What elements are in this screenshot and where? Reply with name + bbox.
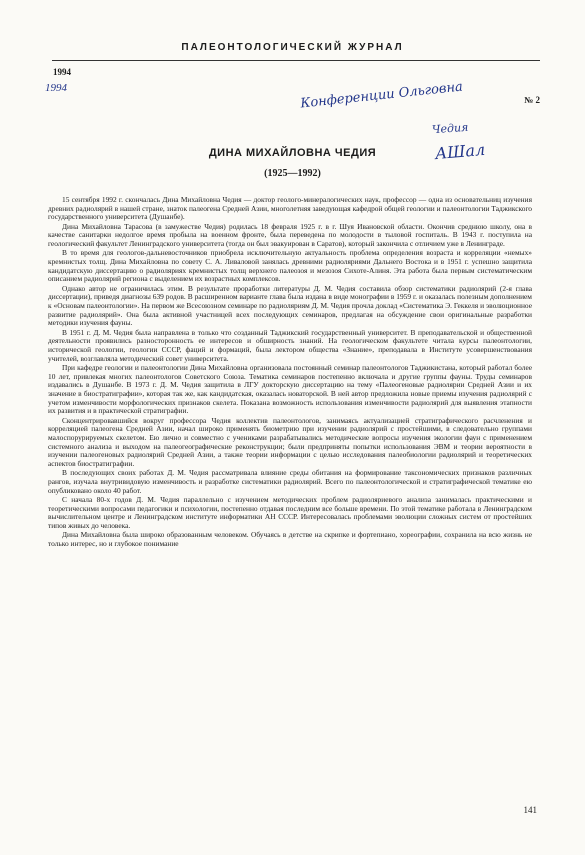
paragraph: В то время для геологов-дальневосточников приобрела исключительную актуальность проблема определения возраста и корреляции «немых» кремнистых толщ. Дина Михайловна по совету С. А. Ливаловой занялась древними радиоляриями Дальнего Востока и в 1951 г. успешно защитила кандидатскую диссертацию о радиоляриях кремнистых толщ верхнего палеозоя и мезозоя Сихоте-Алиня. Эта работа была первым систематическим описанием радиолярий региона с выделением их возрастных комплексов. bbox=[48, 248, 532, 284]
paragraph: Однако автор не ограничилась этим. В результате проработки литературы Д. М. Чедия составила обзор систематики радиолярий (2-я глава диссертации), приведя диагнозы 639 родов. В расширенном варианте глава была издана в виде монографии в 1959 г. и оказалась полезным дополнением к «Основам палеонтологии». На первом же Всесоюзном семинаре по радиоляриям Д. М. Чедия прочла доклад «Систематика Э. Геккеля и эволюционное развитие радиолярий». Она была активной участницей всех последующих семинаров, предлагая на обсуждение свои оригинальные разработки методики изучения фауны. bbox=[48, 283, 532, 328]
paragraph: При кафедре геологии и палеонтологии Дина Михайловна организовала постоянный семинар палеонтологов Таджикистана, который работал более 10 лет, привлекая многих палеонтологов Советского Союза. Тематика семинаров постепенно включала и другие группы фауны. Труды семинаров издавались в Душанбе. В 1973 г. Д. М. Чедия защитила в ЛГУ докторскую диссертацию на тему «Палеогеновые радиолярии Средней Азии и их значение в биостратиграфии», которая так же, как кандидатская, оказалась новаторской. В ней автор предложила новые приемы изучения радиолярий с учетом изменчивости морфологических признаков скелета. Показана возможность использования изменчивости радиолярий для выявления этапности их развития и в практической стратиграфии. bbox=[48, 362, 532, 416]
paragraph: В 1951 г. Д. М. Чедия была направлена в только что созданный Таджикский государственный университет. В преподавательской и общественной деятельности проявились разносторонность ее интересов и обширность знаний. На геологическом факультете читала курсы палеонтологии, исторической геологии, геологии СССР, фаций и формаций, была лектором общества «Знание», преподавала в Институте усовершенствования учителей, возглавляла методический совет университета. bbox=[48, 327, 532, 363]
paragraph: В последующих своих работах Д. М. Чедия рассматривала влияние среды обитания на формирование таксономических признаков различных рангов, изучала внутривидовую изменчивость и разработке систематики радиолярий. Всего по палеонтологической и стратиграфической тематике ею опубликовано около 40 работ. bbox=[48, 468, 532, 495]
paragraph: Дина Михайловна была широко образованным человеком. Обучаясь в детстве на скрипке и фортепиано, хореографии, сохранила на всю жизнь не только интерес, но и глубокое понимание bbox=[48, 530, 532, 548]
journal-year: 1994 bbox=[53, 67, 71, 77]
handwritten-signature: АШал bbox=[434, 139, 486, 164]
paragraph: 15 сентября 1992 г. скончалась Дина Михайловна Чедия — доктор геолого-минералогических наук, профессор — одна из основательниц изучения древних радиолярий в нашей стране, знаток палеогена Средней Азии, многолетняя заведующая кафедрой общей геологии и палеонтологии Таджикского государственного университета (Душанбе). bbox=[48, 195, 532, 222]
article-title: ДИНА МИХАЙЛОВНА ЧЕДИЯ bbox=[208, 147, 377, 159]
handwritten-dedication-line1: Конференции Ольговна bbox=[299, 79, 464, 112]
paragraph: Дина Михайловна Тарасова (в замужестве Чедия) родилась 18 февраля 1925 г. в г. Шуя Ивановской области. Окончив среднюю школу, она в качестве санитарки недолгое время пробыла на военном фронте, была переведена по молодости в тыловой госпиталь. В 1943 г. поступила на геологический факультет Ленинградского университета (тогда он был эвакуирован в Саратов), который закончила с отличием уже в Ленинграде. bbox=[48, 221, 532, 249]
page-number: 141 bbox=[523, 805, 537, 815]
article-dates: (1925—1992) bbox=[264, 168, 321, 179]
header-rule bbox=[52, 60, 540, 61]
article-body bbox=[48, 196, 532, 549]
journal-title: ПАЛЕОНТОЛОГИЧЕСКИЙ ЖУРНАЛ bbox=[181, 42, 404, 53]
handwritten-dedication-line2: Чедия bbox=[431, 120, 469, 137]
paragraph: Сконцентрировавшийся вокруг профессора Чедия коллектив палеонтологов, занимаясь актуализацией стратиграфического расчленения и корреляцией палеогена Средней Азии, начал широко применять биометрию при изучении радиолярий с простейшими, в следовательно группами малоспорурируемых скелетом. Ею лично и совместно с учениками разрабатывались методические вопросы изучения экологии фаун с применением системного анализа и выходом на палеогеографические реконструкции; были предприняты попытки использования ЭВМ и теории вероятности в изучении палеогеновых радиолярий Средней Азии, а также теории информации с целью исследования палеобиологии радиолярий и теоретических аспектов биостратиграфии. bbox=[48, 415, 532, 469]
handwritten-year: 1994 bbox=[45, 82, 67, 94]
paragraph: С начала 80-х годов Д. М. Чедия параллельно с изучением методических проблем радиоляриевого анализа занималась практическими и теоретическими вопросами педагогики и психологии, постепенно отдавая последним все больше времени. По этой тематике работала в Ленинградском вычислительном центре и Ленинградском институте информатики АН СССР. Интересовалась проблемами эволюции сложных систем от простейших типов живых до человека. bbox=[48, 494, 532, 531]
issue-number: № 2 bbox=[524, 95, 540, 105]
